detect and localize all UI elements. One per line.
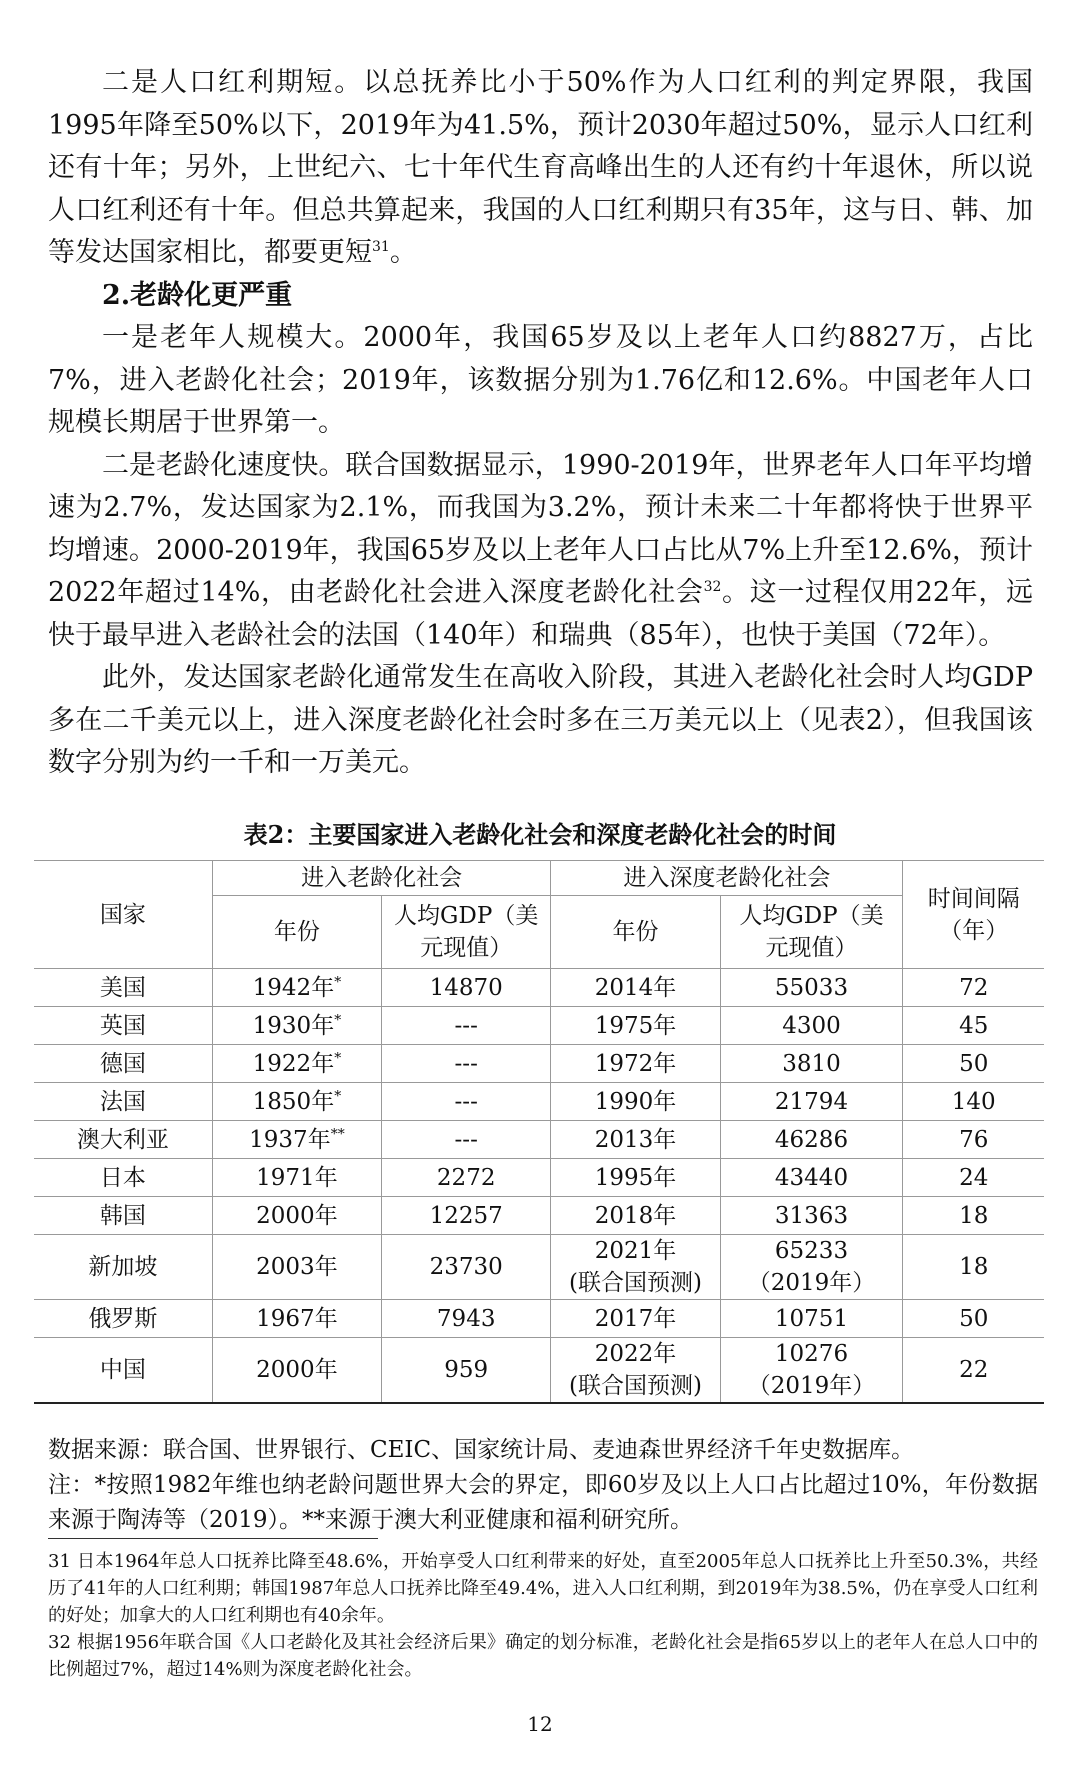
- cell-interval: [903, 1338, 1044, 1404]
- interval-years: 50: [959, 1305, 989, 1332]
- deep-aging-gdp: 43440: [774, 1164, 849, 1191]
- country-name: 中国: [99, 1357, 146, 1383]
- deep-aging-gdp: 3810: [782, 1050, 841, 1077]
- deep-aging-year: 2014年: [594, 974, 677, 1001]
- aging-table: [34, 860, 1044, 1404]
- cell-aging-year: [212, 1197, 381, 1235]
- cell-aging-gdp: [382, 1045, 551, 1083]
- col-header-deep-aging: 进入深度老龄化社会: [551, 861, 903, 896]
- cell-country: [34, 1121, 212, 1159]
- cell-interval: [903, 1300, 1044, 1338]
- cell-aging-gdp: [382, 1338, 551, 1404]
- footnotes: [48, 1548, 1038, 1683]
- header-text: 时间间隔: [927, 885, 1020, 912]
- cell-interval: [903, 969, 1044, 1007]
- table-row: [34, 1235, 1044, 1300]
- aging-year: 1922年: [252, 1050, 335, 1077]
- cell-country: [34, 1300, 212, 1338]
- cell-deep-aging-gdp: [720, 1083, 903, 1121]
- cell-interval: [903, 1045, 1044, 1083]
- cell-aging-gdp: [382, 969, 551, 1007]
- cell-country: [34, 1159, 212, 1197]
- country-name: 美国: [99, 974, 146, 1001]
- table-header-row: [34, 861, 1044, 896]
- cell-aging-gdp: [382, 1300, 551, 1338]
- cell-deep-aging-year: [551, 1300, 720, 1338]
- cell-aging-gdp: [382, 1007, 551, 1045]
- deep-aging-gdp: 55033: [774, 974, 849, 1001]
- col-header-interval: [903, 861, 1044, 969]
- cell-deep-aging-year: [551, 1121, 720, 1159]
- country-name: 新加坡: [88, 1254, 158, 1280]
- cell-aging-gdp: [382, 1197, 551, 1235]
- aging-gdp: 14870: [429, 974, 503, 1001]
- interval-years: 18: [959, 1202, 989, 1229]
- deep-aging-year: 2018年: [594, 1202, 677, 1229]
- cell-aging-year: [212, 1121, 381, 1159]
- cell-deep-aging-gdp: [720, 1338, 903, 1404]
- cell-interval: [903, 1007, 1044, 1045]
- body-text: [48, 62, 1033, 785]
- source-mark: **: [330, 1125, 345, 1142]
- data-source-note: 数据来源：联合国、世界银行、CEIC、国家统计局、麦迪森世界经济千年史数据库。: [48, 1437, 915, 1463]
- forecast-note: (联合国预测): [568, 1270, 702, 1296]
- source-mark: *: [334, 973, 342, 990]
- table-row: [34, 1083, 1044, 1121]
- table-row: [34, 1197, 1044, 1235]
- cell-country: [34, 1235, 212, 1300]
- table-row: [34, 1121, 1044, 1159]
- header-text: 元现值）: [765, 935, 858, 961]
- interval-years: 76: [959, 1126, 989, 1153]
- table-row: [34, 1338, 1044, 1404]
- col-header-gdp-1: [382, 896, 551, 969]
- interval-years: 140: [951, 1088, 996, 1115]
- deep-aging-gdp: 10751: [774, 1305, 849, 1332]
- table-title: 表2：主要国家进入老龄化社会和深度老龄化社会的时间: [243, 820, 837, 849]
- aging-gdp: ---: [454, 1050, 478, 1077]
- cell-interval: [903, 1235, 1044, 1300]
- deep-aging-year: 2017年: [594, 1305, 677, 1332]
- deep-aging-year: 1995年: [594, 1164, 677, 1191]
- cell-interval: [903, 1083, 1044, 1121]
- page-number: 12: [527, 1712, 553, 1736]
- aging-gdp: ---: [454, 1126, 478, 1153]
- source-mark: *: [334, 1049, 342, 1066]
- aging-year: 1930年: [252, 1012, 335, 1039]
- cell-deep-aging-year: [551, 1045, 720, 1083]
- footnote-divider: [48, 1538, 378, 1539]
- cell-deep-aging-gdp: [720, 969, 903, 1007]
- cell-aging-year: [212, 1300, 381, 1338]
- paragraph-aging-speed: [48, 445, 1033, 658]
- aging-year: 1850年: [252, 1088, 335, 1115]
- cell-deep-aging-year: [551, 1007, 720, 1045]
- deep-aging-year: 2022年: [594, 1341, 677, 1367]
- cell-aging-year: [212, 1007, 381, 1045]
- aging-gdp: 23730: [429, 1254, 503, 1280]
- cell-aging-gdp: [382, 1235, 551, 1300]
- footnote-31: 31 日本1964年总人口抚养比降至48.6%，开始享受人口红利带来的好处，直至2005年总人口抚养比上升至50.3%，共经历了41年的人口红利期；韩国1987年总人口抚养比降至49.4%，进入人口红利期，到2019年为38.5%，仍在享受人口红利的好处；加拿大的人口红利期也有40余年。: [48, 1551, 1038, 1626]
- interval-years: 45: [959, 1012, 989, 1039]
- country-name: 日本: [99, 1164, 146, 1191]
- country-name: 英国: [99, 1012, 146, 1039]
- deep-aging-year: 1975年: [594, 1012, 677, 1039]
- country-name: 德国: [99, 1050, 146, 1077]
- cell-aging-gdp: [382, 1159, 551, 1197]
- col-header-year-2: 年份: [551, 896, 720, 969]
- paragraph-elderly-scale: 一是老年人规模大。2000年，我国65岁及以上老年人口约8827万，占比7%，进入老龄化社会；2019年，该数据分别为1.76亿和12.6%。中国老年人口规模长期居于世界第一。: [48, 322, 1033, 438]
- cell-aging-year: [212, 969, 381, 1007]
- table-body: [34, 969, 1044, 1404]
- source-mark: *: [334, 1087, 342, 1104]
- header-text: （年）: [939, 917, 1009, 944]
- aging-gdp: 959: [444, 1357, 489, 1383]
- cell-deep-aging-year: [551, 1235, 720, 1300]
- aging-year: 1942年: [252, 974, 335, 1001]
- cell-aging-year: [212, 1045, 381, 1083]
- cell-aging-gdp: [382, 1121, 551, 1159]
- footnote-ref-32[interactable]: 32: [703, 579, 722, 595]
- section-heading: 2.老龄化更严重: [102, 279, 293, 311]
- cell-country: [34, 1045, 212, 1083]
- header-text: 元现值）: [420, 935, 513, 961]
- cell-aging-year: [212, 1159, 381, 1197]
- cell-aging-year: [212, 1338, 381, 1404]
- interval-years: 72: [959, 974, 989, 1001]
- table-row: [34, 969, 1044, 1007]
- cell-deep-aging-gdp: [720, 1007, 903, 1045]
- gdp-year-note: （2019年）: [747, 1373, 876, 1399]
- aging-gdp: ---: [454, 1088, 478, 1115]
- cell-deep-aging-gdp: [720, 1121, 903, 1159]
- cell-country: [34, 1197, 212, 1235]
- table-row: [34, 1007, 1044, 1045]
- source-mark: *: [334, 1011, 342, 1028]
- table-row: [34, 1159, 1044, 1197]
- deep-aging-gdp: 65233: [774, 1238, 849, 1264]
- aging-year: 1937年: [249, 1126, 331, 1153]
- col-header-aging: 进入老龄化社会: [212, 861, 551, 896]
- deep-aging-year: 2013年: [594, 1126, 677, 1153]
- aging-year: 2003年: [256, 1254, 338, 1280]
- paragraph-text: 二是人口红利期短。以总抚养比小于50%作为人口红利的判定界限，我国1995年降至50%以下，2019年为41.5%，预计2030年超过50%，显示人口红利还有十年；另外，上世纪六、七十年代生育高峰出生的人还有约十年退休，所以说人口红利还有十年。但总共算起来，我国的人口红利期只有35年，这与日、韩、加等发达国家相比，都要更短: [48, 67, 1033, 268]
- aging-gdp: ---: [454, 1012, 478, 1039]
- table-notes: [48, 1433, 1038, 1538]
- interval-years: 24: [959, 1164, 989, 1191]
- paragraph-gdp-comparison: 此外，发达国家老龄化通常发生在高收入阶段，其进入老龄化社会时人均GDP多在二千美元以上，进入深度老龄化社会时多在三万美元以上（见表2），但我国该数字分别为约一千和一万美元。: [48, 662, 1033, 778]
- cell-deep-aging-year: [551, 1197, 720, 1235]
- country-name: 俄罗斯: [88, 1305, 158, 1332]
- deep-aging-gdp: 21794: [774, 1088, 849, 1115]
- aging-year: 2000年: [256, 1357, 338, 1383]
- col-header-year-1: 年份: [212, 896, 381, 969]
- deep-aging-gdp: 31363: [774, 1202, 849, 1229]
- cell-aging-year: [212, 1235, 381, 1300]
- cell-deep-aging-gdp: [720, 1159, 903, 1197]
- interval-years: 50: [959, 1050, 989, 1077]
- footnote-32: 32 根据1956年联合国《人口老龄化及其社会经济后果》确定的划分标准，老龄化社会是指65岁以上的老年人在总人口中的比例超过7%，超过14%则为深度老龄化社会。: [48, 1632, 1038, 1680]
- interval-years: 18: [959, 1254, 989, 1280]
- deep-aging-gdp: 4300: [782, 1012, 841, 1039]
- table-row: [34, 1045, 1044, 1083]
- cell-deep-aging-year: [551, 1338, 720, 1404]
- cell-deep-aging-gdp: [720, 1300, 903, 1338]
- cell-deep-aging-year: [551, 1159, 720, 1197]
- cell-country: [34, 1338, 212, 1404]
- cell-country: [34, 1083, 212, 1121]
- header-text: 人均GDP（美: [739, 903, 884, 929]
- col-header-country: 国家: [34, 861, 212, 969]
- cell-interval: [903, 1159, 1044, 1197]
- interval-years: 22: [959, 1357, 989, 1383]
- cell-deep-aging-gdp: [720, 1045, 903, 1083]
- aging-year: 2000年: [256, 1202, 338, 1229]
- aging-gdp: 12257: [429, 1202, 503, 1229]
- deep-aging-gdp: 10276: [774, 1341, 849, 1367]
- cell-aging-year: [212, 1083, 381, 1121]
- paragraph-text: 。这一过程仅用22年，远快于最早进入老龄社会的法国（140年）和瑞典（85年），也快于美国（72年）。: [48, 577, 1033, 651]
- paragraph-text: 二是老龄化速度快。联合国数据显示，1990-2019年，世界老年人口年平均增速为2.7%，发达国家为2.1%，而我国为3.2%，预计未来二十年都将快于世界平均增速。2000-2019年，我国65岁及以上老年人口占比从7%上升至12.6%，预计2022年超过14%，由老龄化社会进入深度老龄化社会: [48, 449, 1033, 608]
- aging-gdp: 2272: [436, 1164, 496, 1191]
- paragraph-dividend-period: 二是人口红利期短。以总抚养比小于50%作为人口红利的判定界限，我国1995年降至50%以下，2019年为41.5%，预计2030年超过50%，显示人口红利还有十年；另外，上世纪六、七十年代生育高峰出生的人还有约十年退休，所以说人口红利还有十年。但总共算起来，我国的人口红利期只有35年，这与日、韩、加等发达国家相比，都要更短$^{31}$。: [48, 67, 1033, 268]
- aging-year: 1971年: [256, 1164, 338, 1191]
- deep-aging-gdp: 46286: [774, 1126, 849, 1153]
- country-name: 澳大利亚: [76, 1126, 169, 1153]
- footnote-ref-31[interactable]: 31: [372, 239, 390, 255]
- cell-aging-gdp: [382, 1083, 551, 1121]
- table-footnote: 注：*按照1982年维也纳老龄问题世界大会的界定，即60岁及以上人口占比超过10%，年份数据来源于陶涛等（2019）。**来源于澳大利亚健康和福利研究所。: [48, 1472, 1038, 1533]
- cell-interval: [903, 1121, 1044, 1159]
- header-text: 人均GDP（美: [394, 903, 539, 929]
- cell-deep-aging-year: [551, 969, 720, 1007]
- aging-year: 1967年: [256, 1305, 338, 1332]
- country-name: 法国: [99, 1088, 146, 1115]
- forecast-note: (联合国预测): [568, 1373, 702, 1399]
- cell-deep-aging-gdp: [720, 1197, 903, 1235]
- country-name: 韩国: [99, 1202, 146, 1229]
- col-header-gdp-2: [720, 896, 903, 969]
- cell-country: [34, 969, 212, 1007]
- gdp-year-note: （2019年）: [747, 1270, 876, 1296]
- deep-aging-year: 1990年: [594, 1088, 677, 1115]
- cell-deep-aging-gdp: [720, 1235, 903, 1300]
- deep-aging-year: 1972年: [594, 1050, 677, 1077]
- table-row: [34, 1300, 1044, 1338]
- cell-deep-aging-year: [551, 1083, 720, 1121]
- aging-gdp: 7943: [436, 1305, 496, 1332]
- cell-country: [34, 1007, 212, 1045]
- deep-aging-year: 2021年: [594, 1238, 677, 1264]
- cell-interval: [903, 1197, 1044, 1235]
